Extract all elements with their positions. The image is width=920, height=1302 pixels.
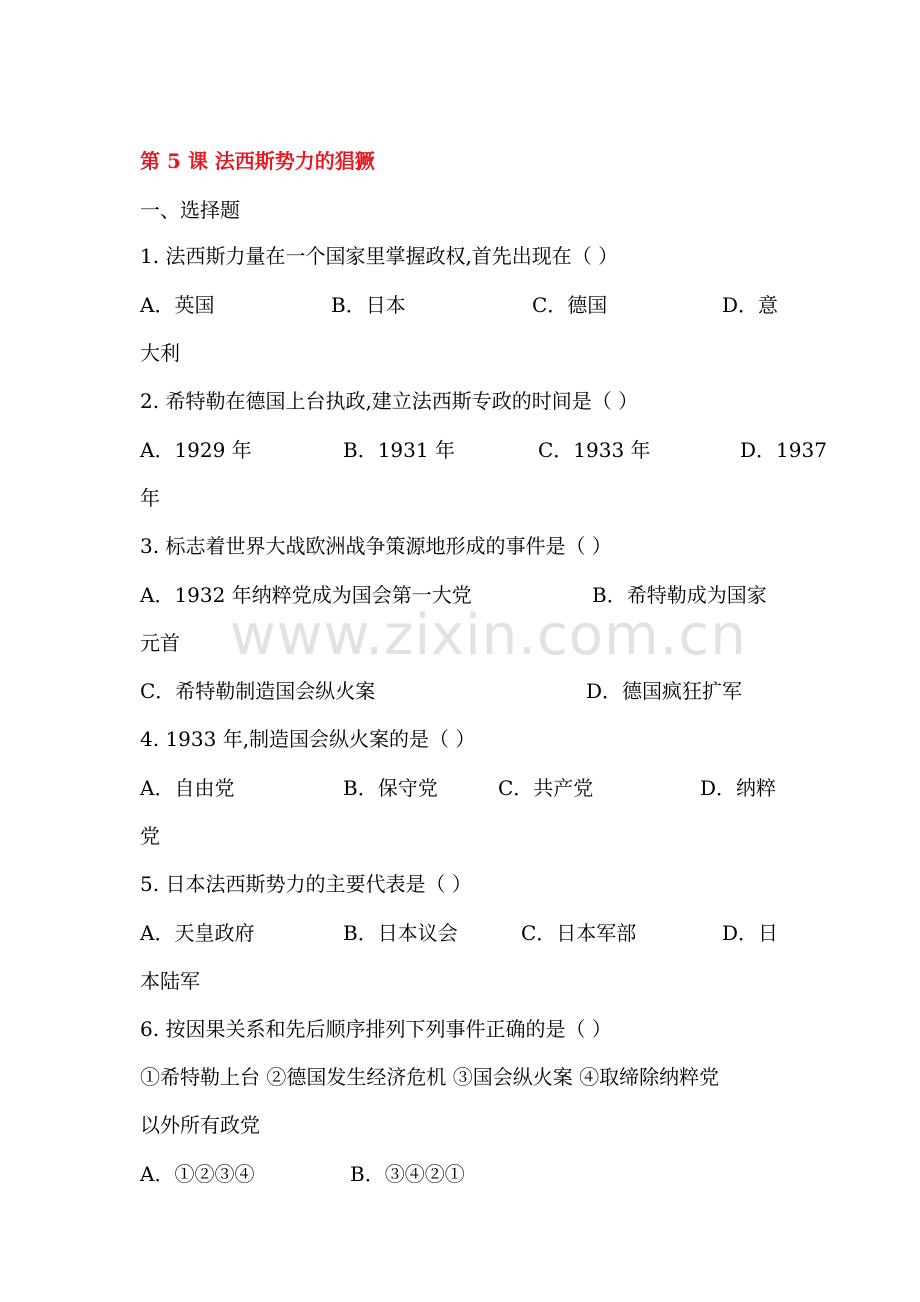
q3-option-d: D．德国疯狂扩军 bbox=[586, 679, 743, 703]
q4-option-d-wrap: 党 bbox=[140, 824, 160, 848]
q2-option-b: B．1931 年 bbox=[343, 438, 455, 462]
q5-option-b: B．日本议会 bbox=[343, 921, 458, 945]
question-2-stem: 2. 希特勒在德国上台执政,建立法西斯专政的时间是（ ） bbox=[140, 389, 639, 413]
q6-event-list-wrap: 以外所有政党 bbox=[140, 1113, 260, 1137]
section-heading: 一、选择题 bbox=[140, 198, 240, 222]
q5-option-c: C．日本军部 bbox=[521, 921, 637, 945]
question-6-stem: 6. 按因果关系和先后顺序排列下列事件正确的是（ ） bbox=[140, 1017, 612, 1041]
q4-option-b: B．保守党 bbox=[343, 776, 438, 800]
watermark: www.zixin.com.cn bbox=[230, 603, 747, 668]
q2-option-a: A．1929 年 bbox=[140, 438, 252, 462]
lesson-title: 第 5 课 法西斯势力的猖獗 bbox=[140, 149, 375, 173]
q1-option-a: A．英国 bbox=[140, 293, 215, 317]
q4-option-a: A．自由党 bbox=[140, 776, 235, 800]
question-5-stem: 5. 日本法西斯势力的主要代表是（ ） bbox=[140, 872, 472, 896]
q5-option-d: D．日 bbox=[722, 921, 779, 945]
q6-option-b: B．③④②① bbox=[350, 1162, 465, 1186]
q6-event-list: ①希特勒上台 ②德国发生经济危机 ③国会纵火案 ④取缔除纳粹党 bbox=[140, 1065, 720, 1089]
question-4-stem: 4. 1933 年,制造国会纵火案的是（ ） bbox=[140, 727, 476, 751]
q1-option-d-wrap: 大利 bbox=[140, 341, 180, 365]
q1-option-d: D．意 bbox=[722, 293, 779, 317]
q2-option-d-wrap: 年 bbox=[140, 486, 160, 510]
q3-option-b-wrap: 元首 bbox=[140, 631, 180, 655]
q4-option-c: C．共产党 bbox=[498, 776, 594, 800]
q3-option-c: C．希特勒制造国会纵火案 bbox=[140, 679, 376, 703]
q5-option-a: A．天皇政府 bbox=[140, 921, 255, 945]
q1-option-b: B．日本 bbox=[331, 293, 406, 317]
q2-option-c: C．1933 年 bbox=[538, 438, 651, 462]
question-1-stem: 1. 法西斯力量在一个国家里掌握政权,首先出现在（ ） bbox=[140, 244, 619, 268]
question-3-stem: 3. 标志着世界大战欧洲战争策源地形成的事件是（ ） bbox=[140, 534, 612, 558]
q1-option-c: C．德国 bbox=[532, 293, 608, 317]
q6-option-a: A．①②③④ bbox=[140, 1162, 255, 1186]
q3-option-a: A．1932 年纳粹党成为国会第一大党 bbox=[140, 583, 472, 607]
q5-option-d-wrap: 本陆军 bbox=[140, 969, 200, 993]
q4-option-d: D．纳粹 bbox=[700, 776, 777, 800]
q3-option-b: B．希特勒成为国家 bbox=[592, 583, 767, 607]
q2-option-d: D．1937 bbox=[740, 438, 827, 462]
